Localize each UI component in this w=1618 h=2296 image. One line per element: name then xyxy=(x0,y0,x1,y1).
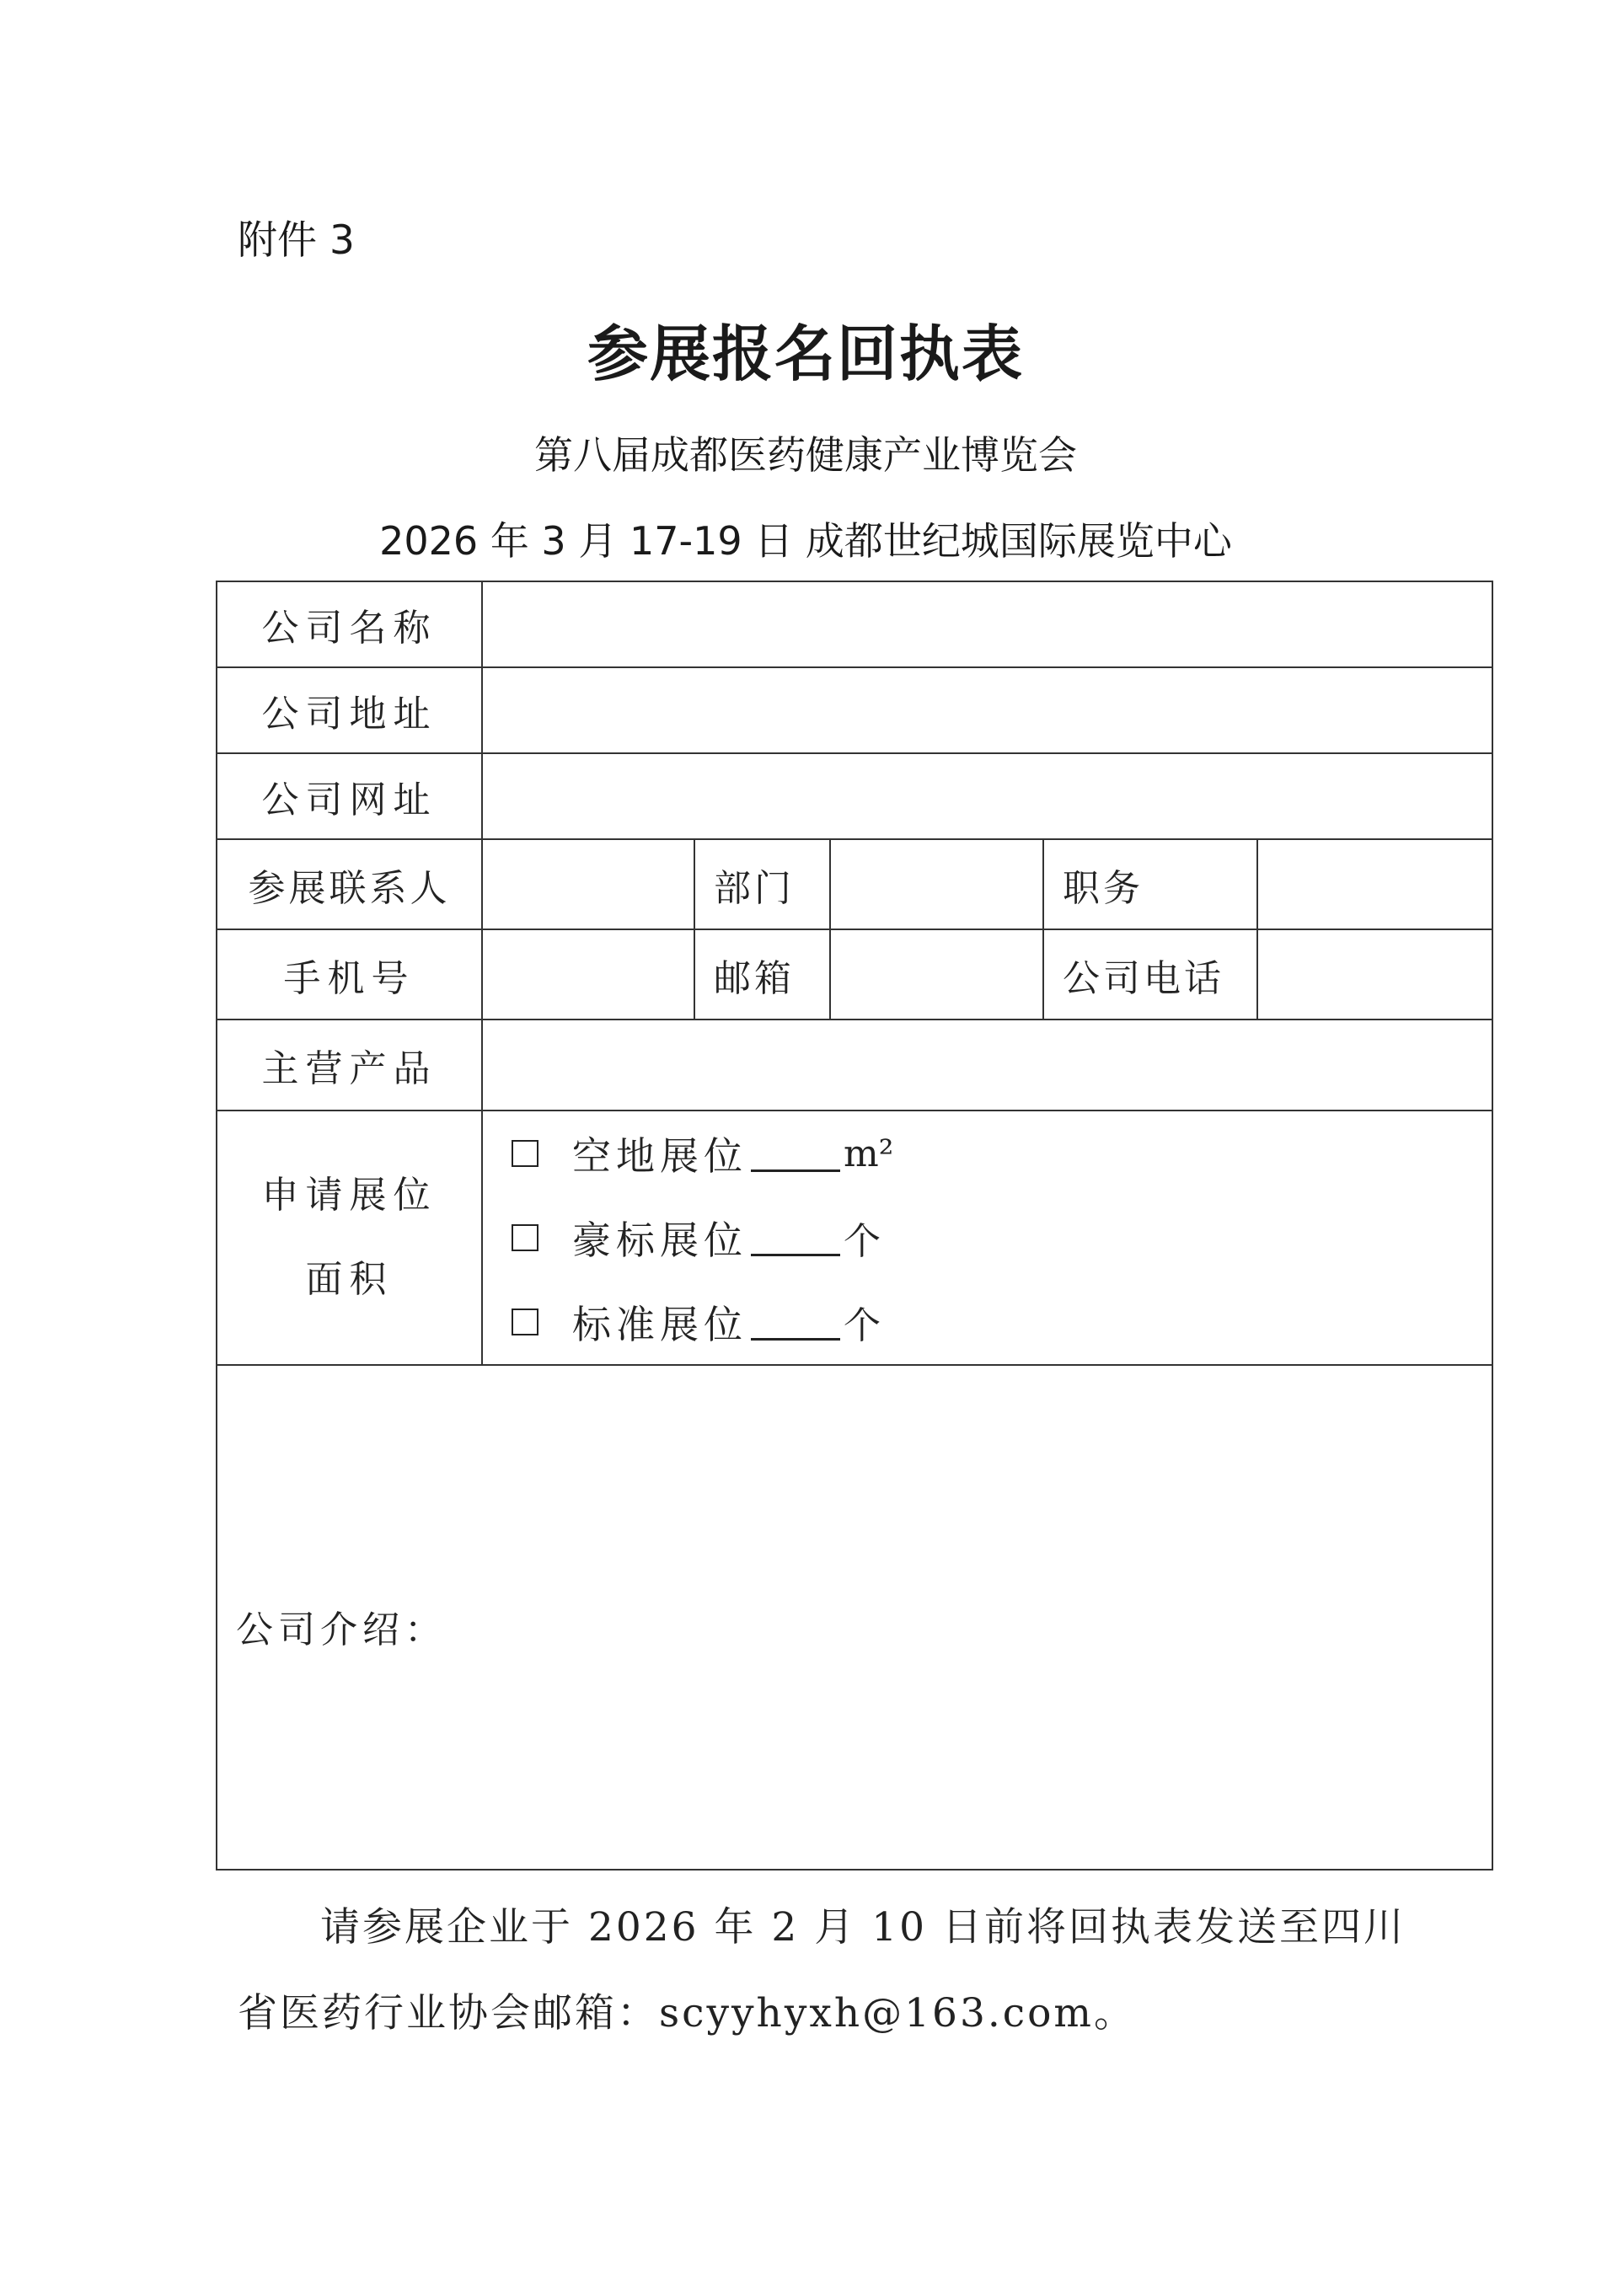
main-products-field[interactable] xyxy=(482,1020,1492,1111)
row-company-website xyxy=(217,753,1492,839)
company-intro-field[interactable] xyxy=(217,1365,1492,1870)
company-name-field[interactable] xyxy=(482,581,1492,667)
company-address-field[interactable] xyxy=(482,667,1492,753)
row-company-address xyxy=(217,667,1492,753)
unit-square-meter: m² xyxy=(844,1132,894,1175)
submission-note-line1: 请参展企业于 2026 年 2 月 10 日前将回执表发送至四川 xyxy=(320,1904,1406,1951)
form-title: 参展报名回执表 xyxy=(587,318,1024,389)
checkbox-standard-booth[interactable] xyxy=(512,1309,538,1335)
unit-count: 个 xyxy=(844,1304,881,1347)
booth-area-label-line1: 申请展位 xyxy=(261,1174,437,1217)
booth-area-label-cell xyxy=(217,1111,482,1365)
row-main-products xyxy=(217,1020,1492,1111)
blank-open-space-area[interactable] xyxy=(751,1136,840,1172)
event-name: 第八届成都医药健康产业博览会 xyxy=(534,432,1077,478)
position-field[interactable] xyxy=(1257,839,1492,929)
row-booth-area xyxy=(217,1111,1492,1365)
booth-option xyxy=(503,1280,1492,1364)
blank-standard-booth-count[interactable] xyxy=(751,1304,840,1341)
company-phone-field[interactable] xyxy=(1257,929,1492,1020)
department-label: 部门 xyxy=(694,839,830,929)
event-date-venue: 2026 年 3 月 17-19 日 成都世纪城国际展览中心 xyxy=(379,518,1232,564)
contact-person-label: 参展联系人 xyxy=(217,839,482,929)
row-phone xyxy=(217,929,1492,1020)
booth-area-label-line2: 面积 xyxy=(305,1258,394,1301)
position-label: 职务 xyxy=(1043,839,1257,929)
option-label-deluxe-booth: 豪标展位 xyxy=(572,1218,747,1263)
submission-note-line2: 省医药行业协会邮箱：scyyhyxh@163.com。 xyxy=(238,1990,1136,2036)
booth-option xyxy=(503,1111,1492,1196)
row-company-name xyxy=(217,581,1492,667)
mobile-field[interactable] xyxy=(482,929,694,1020)
contact-person-field[interactable] xyxy=(482,839,694,929)
option-label-open-space: 空地展位 xyxy=(572,1133,747,1179)
registration-form-table xyxy=(216,581,1493,1871)
company-intro-label: 公司介绍： xyxy=(236,1608,447,1651)
booth-options xyxy=(482,1111,1492,1365)
company-name-label: 公司名称 xyxy=(217,581,482,667)
attachment-label: 附件 3 xyxy=(238,217,355,264)
row-contact xyxy=(217,839,1492,929)
row-company-intro xyxy=(217,1365,1492,1870)
blank-deluxe-booth-count[interactable] xyxy=(751,1220,840,1256)
booth-option xyxy=(503,1196,1492,1280)
company-website-label: 公司网址 xyxy=(217,753,482,839)
email-field[interactable] xyxy=(830,929,1043,1020)
main-products-label: 主营产品 xyxy=(217,1020,482,1111)
company-website-field[interactable] xyxy=(482,753,1492,839)
company-phone-label: 公司电话 xyxy=(1043,929,1257,1020)
mobile-label: 手机号 xyxy=(217,929,482,1020)
department-field[interactable] xyxy=(830,839,1043,929)
email-label: 邮箱 xyxy=(694,929,830,1020)
checkbox-deluxe-booth[interactable] xyxy=(512,1224,538,1251)
checkbox-open-space[interactable] xyxy=(512,1140,538,1167)
unit-count: 个 xyxy=(844,1220,881,1263)
company-address-label: 公司地址 xyxy=(217,667,482,753)
option-label-standard-booth: 标准展位 xyxy=(572,1302,747,1347)
